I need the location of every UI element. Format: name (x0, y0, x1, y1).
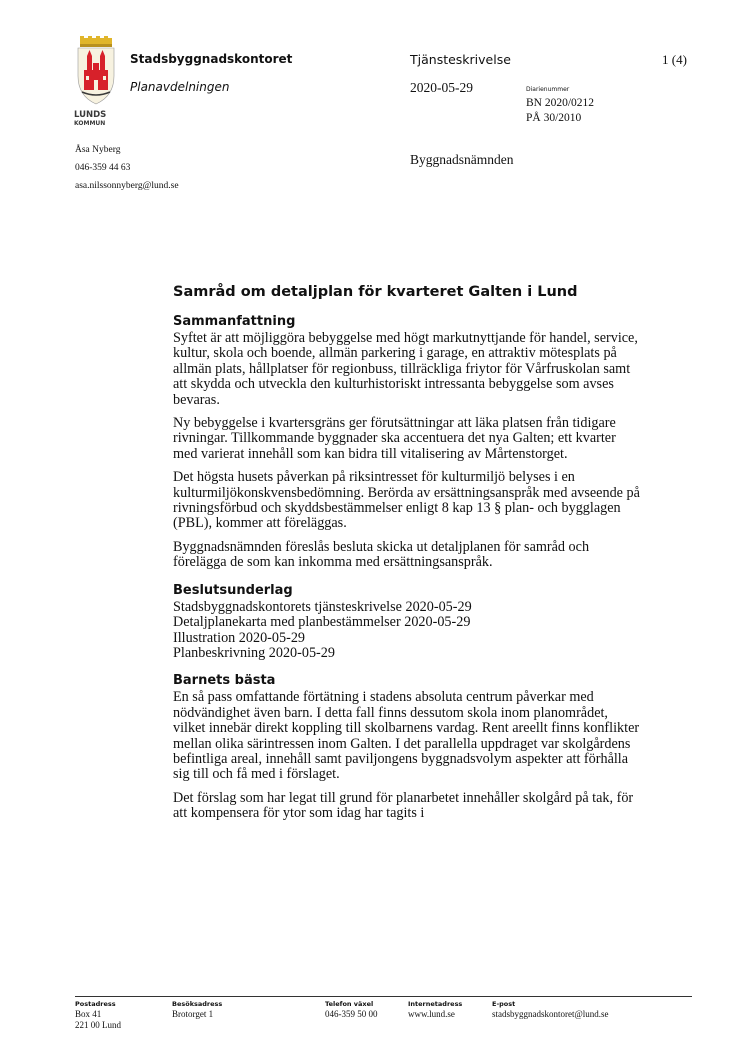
paragraph: Det förslag som har legat till grund för planarbetet innehåller skolgård på tak, för att kompensera för ytor som idag har tagits i (173, 789, 634, 822)
section-heading-sammanfattning: Sammanfattning (173, 314, 296, 329)
list-item: Planbeskrivning 2020-05-29 (173, 644, 335, 661)
organization-name: Stadsbyggnadskontoret (130, 52, 293, 66)
footer-email (492, 1000, 609, 1020)
footer-value: 046-359 50 00 (325, 1009, 378, 1019)
paragraph: Ny bebyggelse i kvartersgräns ger förutsättningar att läka platsen från tidigare rivningar. Tillkommande byggnader ska accentuera det nya Galten; ett kvarter med varierat innehåll som kan bidra till vitalisering av Mårtenstorget. (173, 415, 616, 462)
recipient: Byggnadsnämnden (410, 152, 514, 167)
list-item: Illustration 2020-05-29 (173, 629, 306, 646)
footer-label: Besöksadress (172, 1000, 223, 1008)
paragraph: En så pass omfattande förtätning i stadens absoluta centrum påverkar med nödvändighet även barn. I detta fall finns dessutom skola inom planområdet, vilket innebär direkt koppling till skolbarnens vardag. Rent areellt finns konflikter mellan olika särintressen inom Galten. I det parallella uppdraget var skolgårdens befintliga areal, innehåll samt paviljongens byggnadsvolym aspekter att förhålla sig till och få med i förslaget. (173, 689, 640, 783)
logo-text-lunds: LUNDS (74, 110, 107, 120)
section-heading-barnets-basta: Barnets bästa (173, 673, 276, 689)
footer-value: 221 00 Lund (75, 1019, 121, 1030)
paragraph: Syftet är att möjliggöra bebyggelse med högt markutnyttjande för handel, service, kultur, skola och boende, allmän parkering i garage, en attraktiv mötesplats på allmän plats, hållplatser för regionbuss, tillräckliga friytor för Vårfruskolan samt att skydda och utveckla den kulturhistoriskt intressanta bebyggelse som avses bevaras. (173, 330, 638, 408)
diarie-number-1: BN 2020/0212 (526, 97, 595, 109)
department-name: Planavdelningen (130, 80, 230, 94)
page-number: 1 (4) (662, 52, 687, 67)
lunds-kommun-logo (74, 36, 118, 126)
footer-phone (325, 1000, 378, 1020)
footer-label: Telefon växel (325, 1000, 374, 1008)
footer-postal (75, 1000, 121, 1030)
footer-value: www.lund.se (408, 1009, 455, 1019)
list-item: Stadsbyggnadskontorets tjänsteskrivelse 2020-05-29 (173, 598, 472, 615)
document-body (173, 284, 643, 830)
paragraph: Byggnadsnämnden föreslås besluta skicka ut detaljplanen för samråd och förelägga de som kan inkomma med ersättningsanspråk. (173, 538, 590, 571)
attachment-list (173, 600, 643, 662)
paragraph: Det högsta husets påverkan på riksintresset för kulturmiljö belyses i en kulturmiljökonskvensbedömning. Berörda av ersättningsanspråk med avseende på rivningsförbud och skyddsbestämmelser enligt 8 kap 13 § plan- och bygglagen (PBL), kommer att föreläggas. (173, 469, 640, 532)
document-date: 2020-05-29 (410, 80, 473, 95)
footer-value: Brotorget 1 (172, 1009, 214, 1019)
document-type: Tjänsteskrivelse (410, 52, 511, 67)
contact-email: asa.nilssonnyberg@lund.se (75, 181, 179, 191)
section-heading-beslutsunderlag: Beslutsunderlag (173, 582, 293, 598)
contact-phone: 046-359 44 63 (75, 163, 131, 173)
diarie-label: Diarienummer (526, 86, 570, 93)
footer-value: stadsbyggnadskontoret@lund.se (492, 1009, 609, 1019)
diarie-number-2: PÅ 30/2010 (526, 112, 582, 124)
footer-value: Box 41 (75, 1009, 102, 1019)
contact-name: Åsa Nyberg (75, 145, 121, 155)
logo-text-kommun: KOMMUN (74, 120, 106, 127)
footer-label: E-post (492, 1000, 516, 1008)
list-item: Detaljplanekarta med planbestämmelser 2020-05-29 (173, 614, 471, 631)
footer-web (408, 1000, 462, 1020)
footer-visit (172, 1000, 222, 1020)
city-crest-icon (74, 36, 118, 106)
document-title: Samråd om detaljplan för kvarteret Galten i Lund (173, 284, 578, 300)
footer-label: Internetadress (408, 1000, 463, 1008)
footer-divider (75, 996, 692, 997)
footer-label: Postadress (75, 1000, 116, 1008)
